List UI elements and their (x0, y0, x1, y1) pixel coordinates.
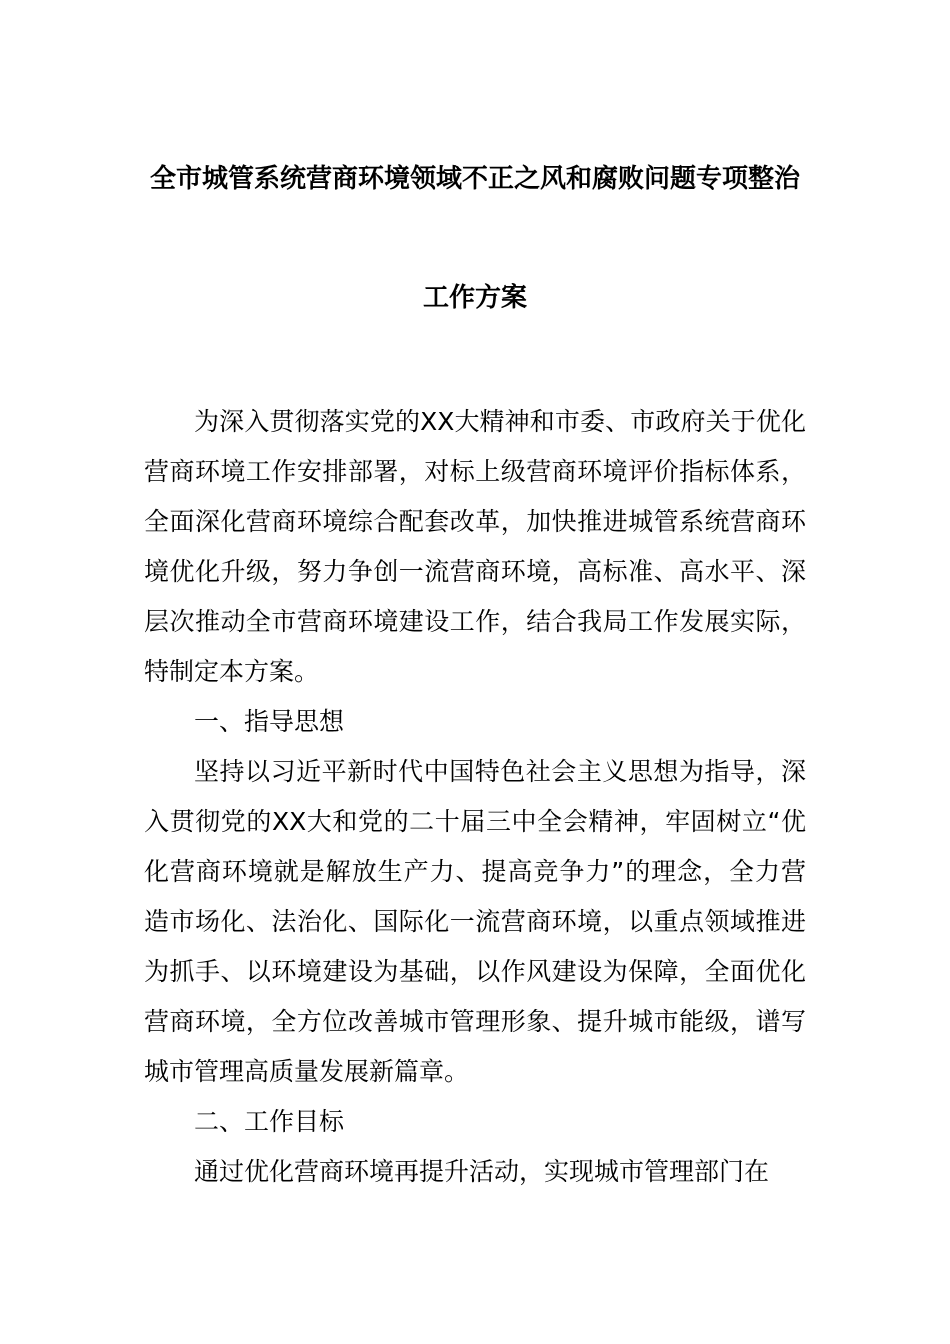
work-goals-paragraph: 通过优化营商环境再提升活动，实现城市管理部门在 (194, 1157, 770, 1186)
section-heading-guiding-ideology: 一、指导思想 (194, 707, 345, 736)
document-title-line-2: 工作方案 (422, 283, 527, 313)
section-heading-work-goals: 二、工作目标 (194, 1107, 345, 1136)
intro-paragraph: 为深入贯彻落实党的XX大精神和市委、市政府关于优化营商环境工作安排部署，对标上级营商环境评价指标体系，全面深化营商环境综合配套改革，加快推进城管系统营商环境优化升级，努力争创一流营商环境，高标准、高水平、深层次推动全市营商环境建设工作，结合我局工作发展实际，特制定本方案。 (144, 407, 806, 686)
guiding-ideology-paragraph: 坚持以习近平新时代中国特色社会主义思想为指导，深入贯彻党的XX大和党的二十届三中全会精神，牢固树立“优化营商环境就是解放生产力、提高竞争力”的理念，全力营造市场化、法治化、国际化一流营商环境，以重点领域推进为抓手、以环境建设为基础，以作风建设为保障，全面优化营商环境，全方位改善城市管理形象、提升城市能级，谱写城市管理高质量发展新篇章。 (144, 757, 806, 1086)
document-title-line-1: 全市城管系统营商环境领域不正之风和腐败问题专项整治 (149, 164, 800, 194)
document-body (144, 397, 806, 1197)
